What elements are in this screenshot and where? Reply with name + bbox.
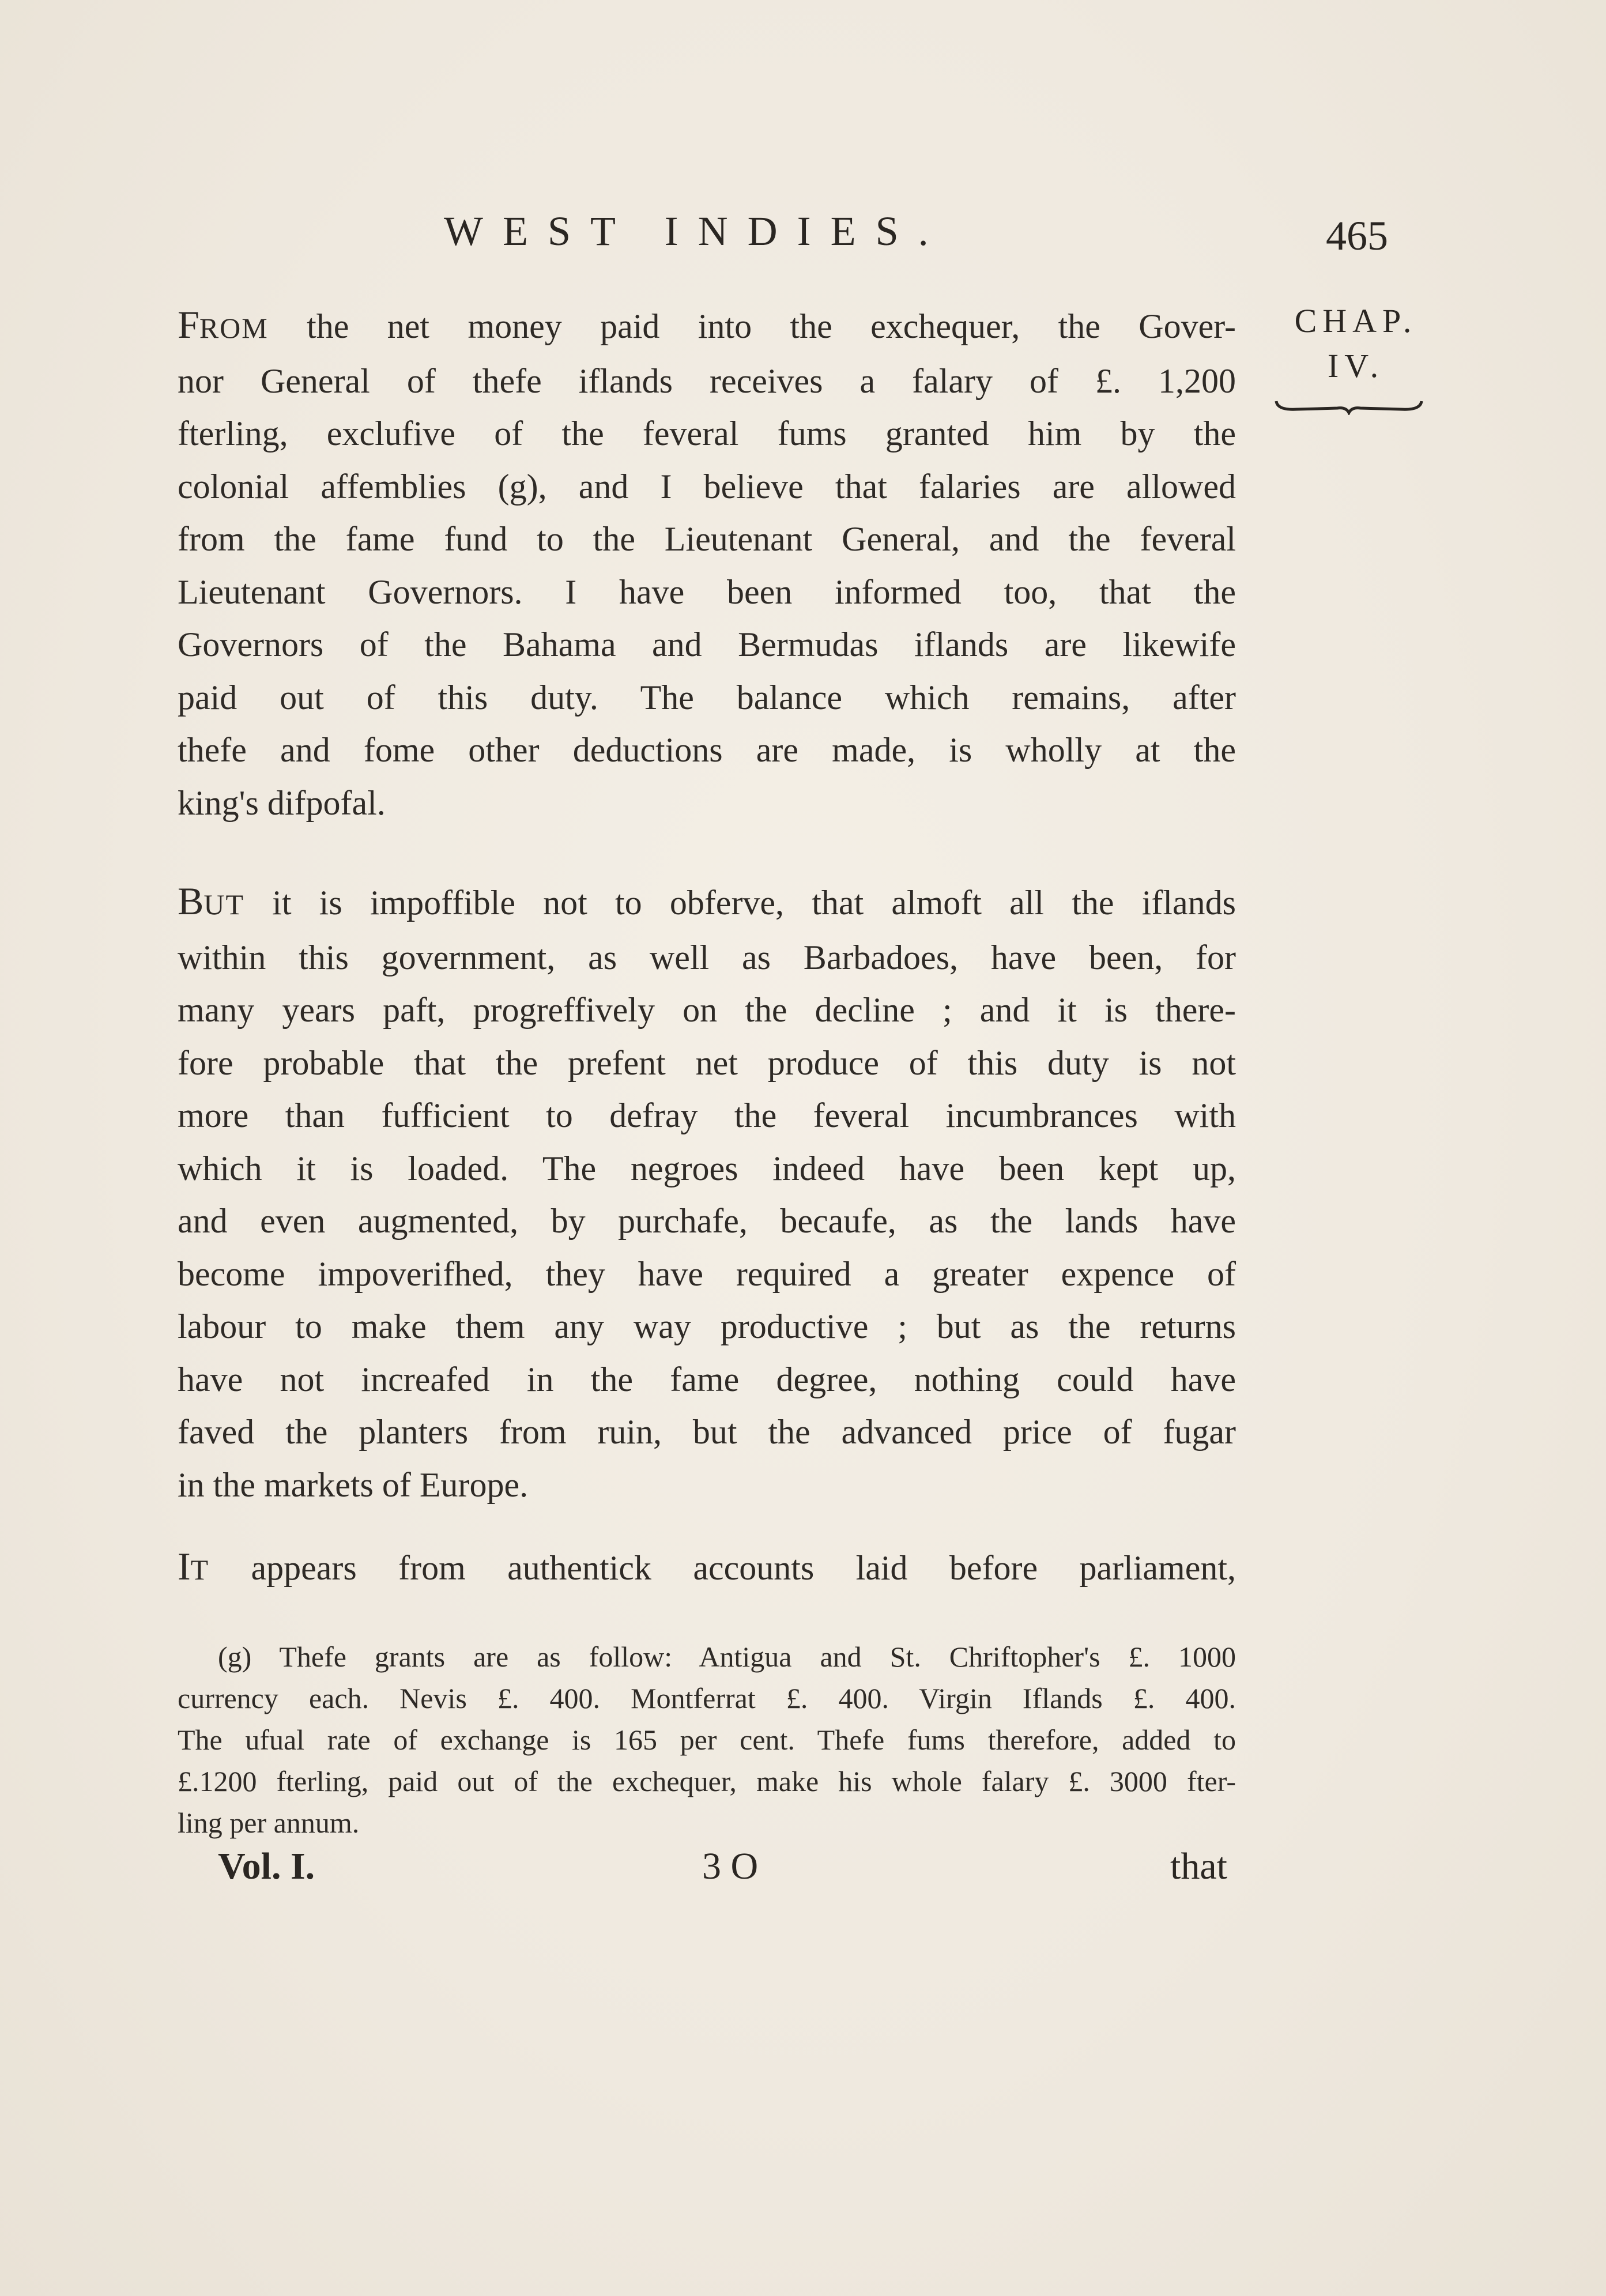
paragraph-line: fore probable that the prefent net produce of this duty is not (178, 1043, 1236, 1082)
paragraph-line: in the markets of Europe. (178, 1465, 529, 1504)
margin-chapter-note (1275, 299, 1437, 389)
signature-mark: 3 O (702, 1845, 759, 1887)
paragraph-line: within this government, as well as Barbadoes, have been, for (178, 938, 1236, 977)
running-head: WEST INDIES. (444, 208, 948, 254)
small-caps-word: T (190, 1554, 210, 1586)
paragraph-3 (178, 1540, 1236, 1597)
paragraph-line: have not increafed in the fame degree, nothing could have (178, 1360, 1236, 1398)
footnote-line: (g) Thefe grants are as follow: Antigua and St. Chriftopher's £. 1000 (218, 1641, 1236, 1673)
paragraph-line: more than fufficient to defray the feveral incumbrances with (178, 1096, 1236, 1134)
paragraph-line: paid out of this duty. The balance which remains, after (178, 678, 1236, 717)
paragraph-line: become impoverifhed, they have required a greater expence of (178, 1254, 1236, 1293)
paragraph-line: BUT it is impoffible not to obferve, that almoft all the iflands (178, 879, 1236, 923)
footnote-line: currency each. Nevis £. 400. Montferrat £. 400. Virgin Iflands £. 400. (178, 1682, 1236, 1714)
small-caps-word: ROM (199, 312, 269, 344)
page-number: 465 (1326, 213, 1388, 259)
paragraph-line: Lieutenant Governors. I have been informed too, that the (178, 572, 1236, 611)
paragraph-line: IT appears from authentick accounts laid before parliament, (178, 1544, 1236, 1588)
margin-chap-label: CHAP. (1294, 302, 1417, 340)
footnote (178, 1636, 1236, 1843)
paragraph-line: from the fame fund to the Lieutenant General, and the feveral (178, 520, 1236, 558)
volume-label: Vol. I. (218, 1845, 315, 1887)
paragraph-line: fterling, exclufive of the feveral fums granted him by the (178, 414, 1236, 453)
paragraph-line: king's difpofal. (178, 783, 386, 822)
paragraph-line: FROM the net money paid into the exchequer, the Gover- (178, 303, 1236, 346)
paragraph-1 (178, 299, 1236, 830)
paragraph-line: which it is loaded. The negroes indeed have been kept up, (178, 1149, 1236, 1187)
paragraph-line: colonial affemblies (g), and I believe that falaries are allowed (178, 467, 1236, 506)
footnote-line: ling per annum. (178, 1807, 360, 1839)
drop-initial: I (178, 1544, 191, 1588)
drop-initial: B (178, 879, 204, 923)
paragraph-line: nor General of thefe iflands receives a falary of £. 1,200 (178, 361, 1236, 400)
footnote-line: £.1200 fterling, paid out of the exchequer, make his whole falary £. 3000 fter- (178, 1765, 1236, 1797)
paragraph-line: Governors of the Bahama and Bermudas iflands are likewife (178, 625, 1236, 663)
footnote-line: The ufual rate of exchange is 165 per cent. Thefe fums therefore, added to (178, 1724, 1236, 1756)
margin-brace-ornament (1274, 398, 1424, 415)
margin-chap-number: IV. (1327, 347, 1385, 384)
paragraph-line: faved the planters from ruin, but the advanced price of fugar (178, 1413, 1236, 1451)
paragraph-2 (178, 875, 1236, 1511)
paragraph-line: and even augmented, by purchafe, becaufe, as the lands have (178, 1202, 1236, 1240)
catchword: that (1170, 1845, 1227, 1887)
drop-initial: F (178, 303, 199, 346)
small-caps-word: UT (203, 888, 245, 921)
paragraph-line: labour to make them any way productive ; but as the returns (178, 1307, 1236, 1345)
paragraph-line: thefe and fome other deductions are made, is wholly at the (178, 731, 1236, 769)
paragraph-line: many years paft, progreffively on the decline ; and it is there- (178, 991, 1236, 1029)
